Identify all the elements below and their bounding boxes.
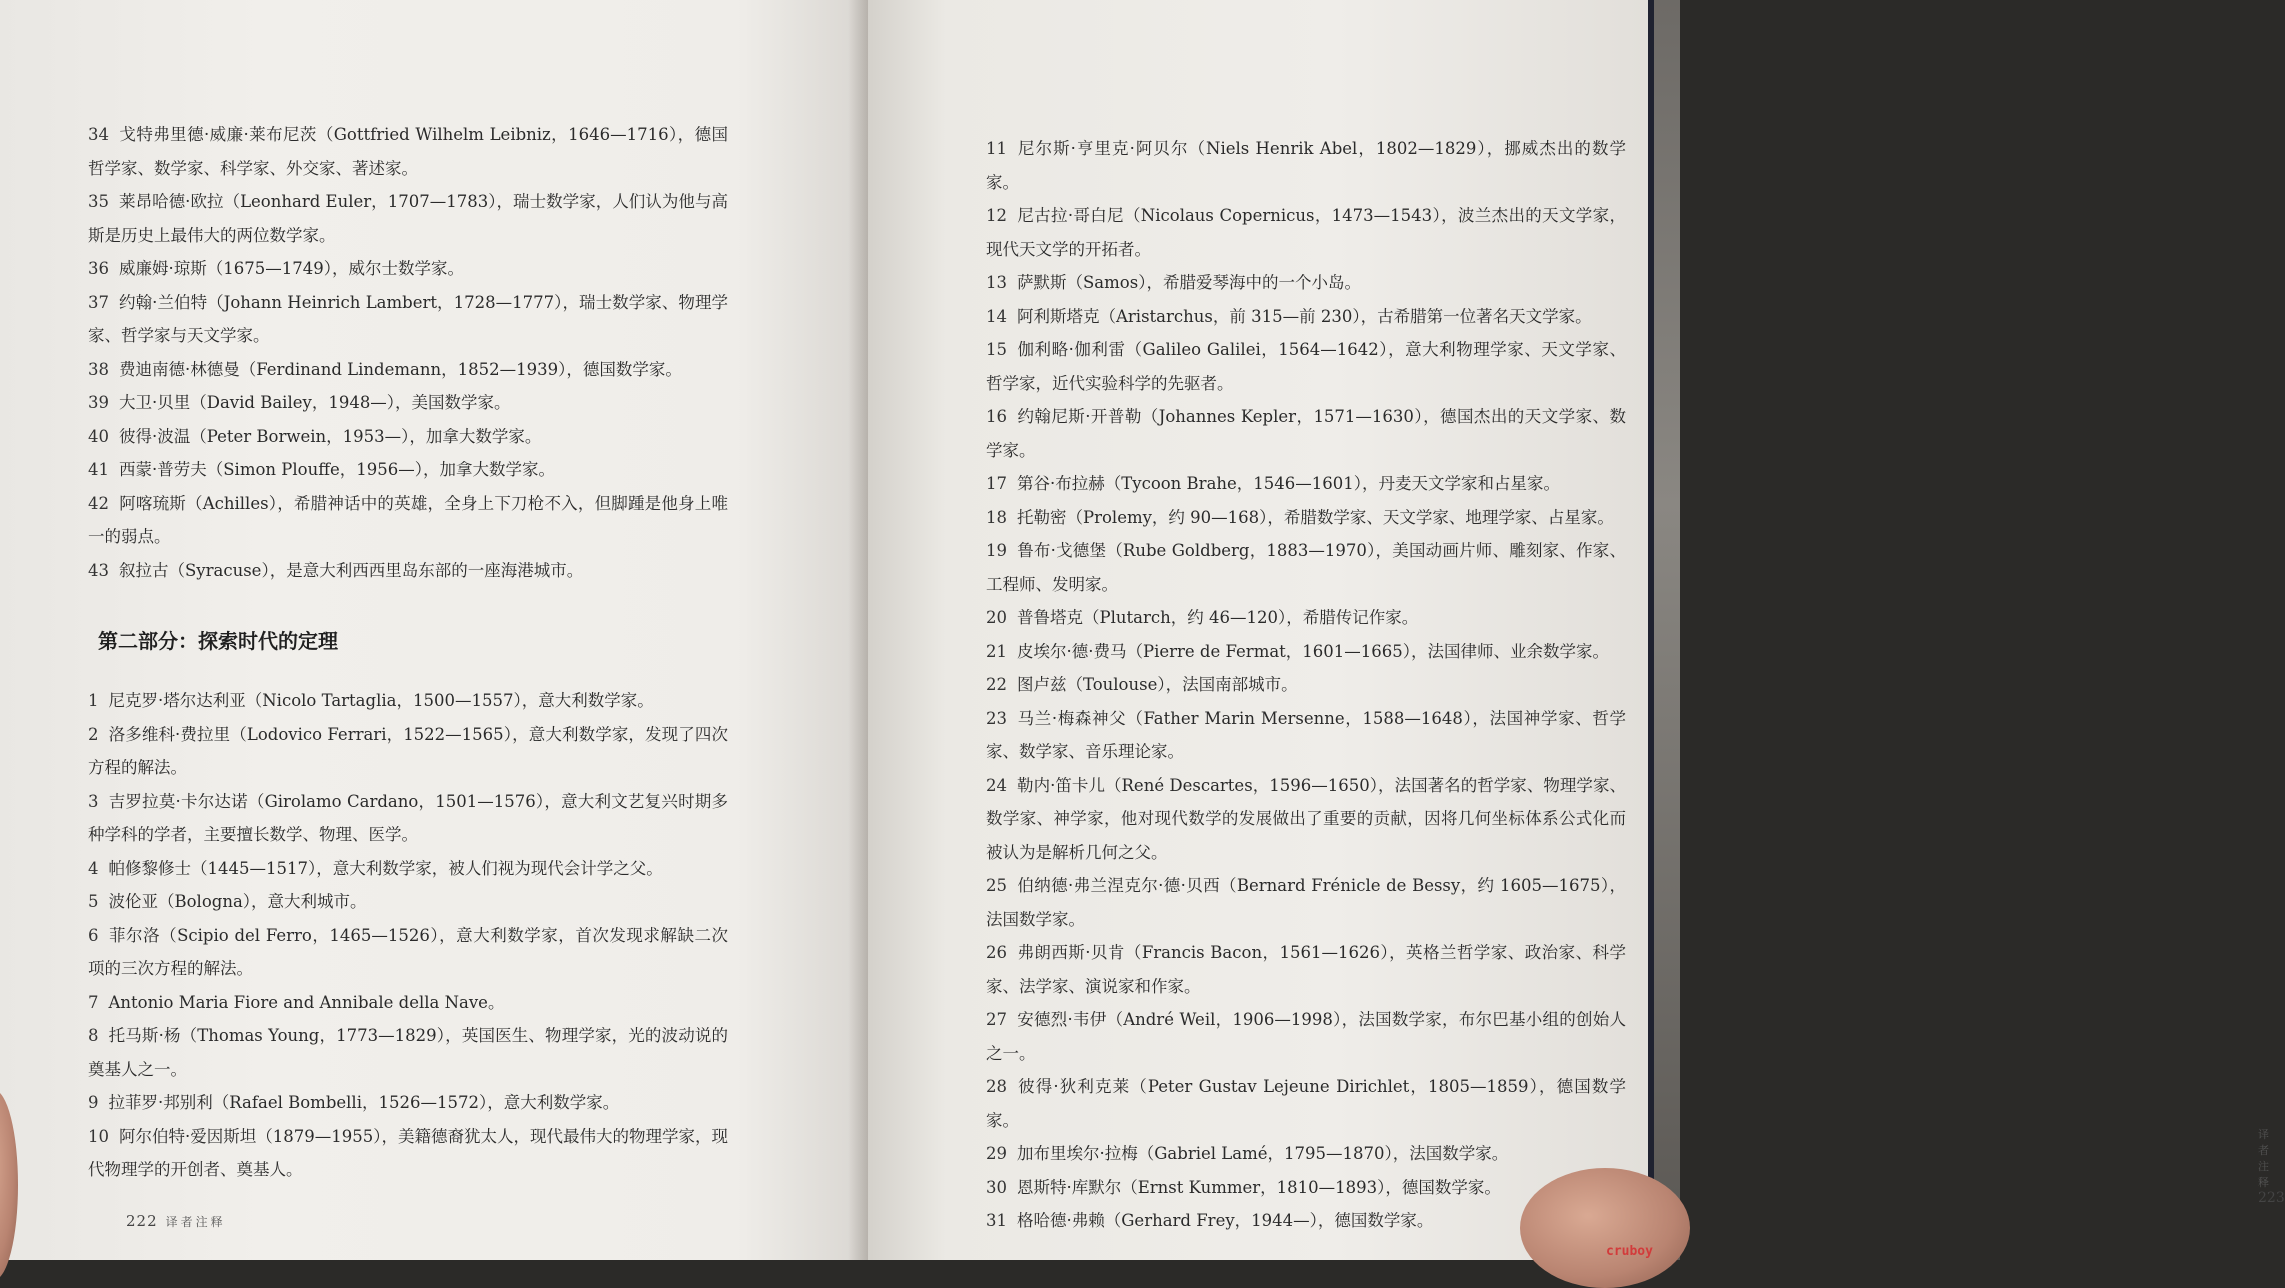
note-entry bbox=[88, 554, 728, 588]
note-entry bbox=[986, 702, 1626, 769]
note-number: 8 bbox=[88, 1026, 99, 1045]
note-entry bbox=[986, 869, 1626, 936]
note-number: 13 bbox=[986, 273, 1007, 292]
note-text: 约翰·兰伯特（Johann Heinrich Lambert，1728—1777），瑞士数学家、物理学家、哲学家与天文学家。 bbox=[88, 292, 728, 345]
note-entry bbox=[88, 420, 728, 454]
section-title: 第二部分：探索时代的定理 bbox=[98, 629, 338, 653]
note-text: 图卢兹（Toulouse），法国南部城市。 bbox=[1017, 675, 1298, 694]
note-text: 加布里埃尔·拉梅（Gabriel Lamé，1795—1870），法国数学家。 bbox=[1017, 1144, 1509, 1163]
note-number: 25 bbox=[986, 876, 1007, 895]
note-number: 28 bbox=[986, 1077, 1007, 1096]
note-number: 39 bbox=[88, 393, 109, 412]
note-text: 帕修黎修士（1445—1517），意大利数学家，被人们视为现代会计学之父。 bbox=[108, 858, 663, 878]
note-number: 23 bbox=[986, 708, 1007, 728]
note-entry bbox=[986, 467, 1626, 501]
right-page-number: 223 bbox=[2258, 1190, 2285, 1206]
note-text: 勒内·笛卡儿（René Descartes，1596—1650），法国著名的哲学家、物理学家、数学家、神学家，他对现代数学的发展做出了重要的贡献，因将几何坐标体系公式化而被认为是解析几何之父。 bbox=[986, 775, 1626, 862]
left-notes bbox=[88, 118, 728, 1187]
note-number: 43 bbox=[88, 560, 109, 580]
note-number: 16 bbox=[986, 407, 1007, 426]
note-text: 尼尔斯·亨里克·阿贝尔（Niels Henrik Abel，1802—1829），挪威杰出的数学家。 bbox=[986, 139, 1626, 192]
note-number: 40 bbox=[88, 426, 109, 446]
note-entry bbox=[88, 785, 728, 852]
note-number: 35 bbox=[88, 192, 109, 211]
note-entry bbox=[986, 132, 1626, 199]
note-entry bbox=[986, 400, 1626, 467]
note-number: 15 bbox=[986, 340, 1007, 359]
notes-list-part-two bbox=[88, 684, 728, 1187]
note-entry bbox=[88, 1086, 728, 1120]
note-entry bbox=[986, 668, 1626, 702]
right-folio bbox=[2258, 1126, 2285, 1206]
note-text: 托马斯·杨（Thomas Young，1773—1829），英国医生、物理学家，光的波动说的奠基人之一。 bbox=[88, 1026, 728, 1079]
note-text: 阿利斯塔克（Aristarchus，前 315—前 230），古希腊第一位著名天文学家。 bbox=[1017, 306, 1592, 326]
note-number: 42 bbox=[88, 493, 109, 513]
note-text: 马兰·梅森神父（Father Marin Mersenne，1588—1648），法国神学家、哲学家、数学家、音乐理论家。 bbox=[986, 708, 1626, 761]
note-entry bbox=[88, 1120, 728, 1187]
note-number: 38 bbox=[88, 359, 109, 379]
note-number: 1 bbox=[88, 691, 99, 710]
note-text: 尼古拉·哥白尼（Nicolaus Copernicus，1473—1543），波兰杰出的天文学家，现代天文学的开拓者。 bbox=[986, 206, 1626, 259]
right-page bbox=[868, 0, 2285, 1260]
note-number: 14 bbox=[986, 306, 1007, 326]
note-entry bbox=[88, 118, 728, 185]
note-text: 大卫·贝里（David Bailey，1948—），美国数学家。 bbox=[119, 393, 511, 412]
note-number: 37 bbox=[88, 292, 109, 312]
note-text: 拉菲罗·邦别利（Rafael Bombelli，1526—1572），意大利数学家。 bbox=[108, 1093, 620, 1112]
note-text: 弗朗西斯·贝肯（Francis Bacon，1561—1626），英格兰哲学家、政治家、科学家、法学家、演说家和作家。 bbox=[986, 943, 1626, 996]
note-number: 27 bbox=[986, 1010, 1007, 1029]
note-text: 菲尔洛（Scipio del Ferro，1465—1526），意大利数学家，首次发现求解缺二次项的三次方程的解法。 bbox=[88, 925, 728, 978]
note-number: 30 bbox=[986, 1177, 1007, 1197]
note-entry bbox=[88, 353, 728, 387]
note-text: 托勒密（Prolemy，约 90—168），希腊数学家、天文学家、地理学家、占星家。 bbox=[1017, 507, 1614, 527]
note-text: 萨默斯（Samos），希腊爱琴海中的一个小岛。 bbox=[1017, 273, 1361, 292]
note-text: 戈特弗里德·威廉·莱布尼茨（Gottfried Wilhelm Leibniz，1646—1716），德国哲学家、数学家、科学家、外交家、著述家。 bbox=[88, 125, 728, 178]
left-folio bbox=[126, 1212, 226, 1230]
note-text: Antonio Maria Fiore and Annibale della Nave。 bbox=[108, 992, 505, 1012]
note-number: 41 bbox=[88, 460, 109, 479]
note-number: 3 bbox=[88, 791, 99, 811]
note-text: 西蒙·普劳夫（Simon Plouffe，1956—），加拿大数学家。 bbox=[119, 460, 555, 479]
note-entry bbox=[986, 199, 1626, 266]
note-text: 普鲁塔克（Plutarch，约 46—120），希腊传记作家。 bbox=[1017, 608, 1419, 627]
note-number: 9 bbox=[88, 1093, 99, 1112]
note-entry bbox=[986, 936, 1626, 1003]
right-notes bbox=[986, 132, 1626, 1238]
note-text: 伯纳德·弗兰涅克尔·德·贝西（Bernard Frénicle de Bessy，约 1605—1675），法国数学家。 bbox=[986, 876, 1626, 929]
note-number: 31 bbox=[986, 1211, 1007, 1230]
note-text: 莱昂哈德·欧拉（Leonhard Euler，1707—1783），瑞士数学家，人们认为他与高斯是历史上最伟大的两位数学家。 bbox=[88, 192, 728, 245]
note-number: 7 bbox=[88, 992, 99, 1012]
note-entry bbox=[986, 1137, 1626, 1171]
note-number: 19 bbox=[986, 541, 1007, 560]
note-number: 11 bbox=[986, 139, 1007, 158]
note-number: 26 bbox=[986, 943, 1007, 962]
note-entry bbox=[88, 684, 728, 718]
note-text: 吉罗拉莫·卡尔达诺（Girolamo Cardano，1501—1576），意大利文艺复兴时期多种学科的学者，主要擅长数学、物理、医学。 bbox=[88, 791, 728, 844]
note-number: 4 bbox=[88, 858, 99, 878]
note-entry bbox=[986, 534, 1626, 601]
note-number: 17 bbox=[986, 474, 1007, 493]
note-text: 尼克罗·塔尔达利亚（Nicolo Tartaglia，1500—1557），意大利数学家。 bbox=[108, 691, 654, 710]
note-entry bbox=[986, 266, 1626, 300]
left-running-footer: 译者注释 bbox=[165, 1215, 226, 1229]
note-text: 恩斯特·库默尔（Ernst Kummer，1810—1893），德国数学家。 bbox=[1017, 1177, 1501, 1197]
note-entry bbox=[88, 1019, 728, 1086]
note-entry bbox=[88, 252, 728, 286]
notes-list-part-one bbox=[88, 118, 728, 587]
note-number: 10 bbox=[88, 1126, 109, 1146]
note-number: 21 bbox=[986, 641, 1007, 661]
left-page-number: 222 bbox=[126, 1212, 158, 1230]
watermark: cruboy bbox=[1606, 1244, 1653, 1259]
note-number: 12 bbox=[986, 206, 1007, 225]
note-entry bbox=[88, 487, 728, 554]
note-entry bbox=[88, 885, 728, 919]
note-number: 24 bbox=[986, 775, 1007, 795]
note-text: 叙拉古（Syracuse），是意大利西西里岛东部的一座海港城市。 bbox=[119, 560, 584, 580]
note-entry bbox=[986, 635, 1626, 669]
note-text: 彼得·狄利克莱（Peter Gustav Lejeune Dirichlet，1805—1859），德国数学家。 bbox=[986, 1077, 1626, 1130]
note-text: 阿尔伯特·爱因斯坦（1879—1955），美籍德裔犹太人，现代最伟大的物理学家，现代物理学的开创者、奠基人。 bbox=[88, 1126, 728, 1179]
note-text: 格哈德·弗赖（Gerhard Frey，1944—），德国数学家。 bbox=[1017, 1211, 1434, 1230]
note-text: 费迪南德·林德曼（Ferdinand Lindemann，1852—1939），德国数学家。 bbox=[119, 359, 682, 379]
note-text: 约翰尼斯·开普勒（Johannes Kepler，1571—1630），德国杰出的天文学家、数学家。 bbox=[986, 407, 1626, 460]
note-entry bbox=[88, 386, 728, 420]
note-number: 18 bbox=[986, 507, 1007, 527]
note-entry bbox=[88, 986, 728, 1020]
note-entry bbox=[88, 852, 728, 886]
note-text: 安德烈·韦伊（André Weil，1906—1998），法国数学家，布尔巴基小组的创始人之一。 bbox=[986, 1010, 1626, 1063]
note-entry bbox=[88, 286, 728, 353]
note-entry bbox=[986, 300, 1626, 334]
note-entry bbox=[88, 718, 728, 785]
right-running-footer: 译者注释 bbox=[2258, 1128, 2272, 1189]
note-text: 阿喀琉斯（Achilles），希腊神话中的英雄，全身上下刀枪不入，但脚踵是他身上唯一的弱点。 bbox=[88, 493, 728, 546]
note-entry bbox=[986, 501, 1626, 535]
note-entry bbox=[88, 453, 728, 487]
note-number: 2 bbox=[88, 724, 99, 744]
note-number: 22 bbox=[986, 675, 1007, 694]
notes-list-right bbox=[986, 132, 1626, 1238]
note-number: 6 bbox=[88, 925, 99, 945]
note-entry bbox=[986, 1070, 1626, 1137]
note-text: 威廉姆·琼斯（1675—1749），威尔士数学家。 bbox=[119, 259, 464, 278]
note-number: 20 bbox=[986, 608, 1007, 627]
note-entry bbox=[88, 919, 728, 986]
note-number: 34 bbox=[88, 125, 109, 144]
right-thumb bbox=[1520, 1168, 1690, 1288]
note-text: 彼得·波温（Peter Borwein，1953—），加拿大数学家。 bbox=[119, 426, 542, 446]
note-text: 皮埃尔·德·费马（Pierre de Fermat，1601—1665），法国律师、业余数学家。 bbox=[1017, 641, 1610, 661]
note-text: 第谷·布拉赫（Tycoon Brahe，1546—1601），丹麦天文学家和占星家。 bbox=[1017, 474, 1561, 493]
note-number: 29 bbox=[986, 1144, 1007, 1163]
note-entry bbox=[986, 601, 1626, 635]
note-number: 5 bbox=[88, 892, 99, 911]
note-entry bbox=[986, 769, 1626, 870]
left-page bbox=[0, 0, 868, 1260]
note-text: 伽利略·伽利雷（Galileo Galilei，1564—1642），意大利物理学家、天文学家、哲学家，近代实验科学的先驱者。 bbox=[986, 340, 1626, 393]
note-entry bbox=[986, 1003, 1626, 1070]
note-entry bbox=[986, 333, 1626, 400]
note-text: 鲁布·戈德堡（Rube Goldberg，1883—1970），美国动画片师、雕刻家、作家、工程师、发明家。 bbox=[986, 541, 1626, 594]
note-number: 36 bbox=[88, 259, 109, 278]
note-text: 波伦亚（Bologna），意大利城市。 bbox=[108, 892, 367, 911]
note-entry bbox=[88, 185, 728, 252]
note-text: 洛多维科·费拉里（Lodovico Ferrari，1522—1565），意大利数学家，发现了四次方程的解法。 bbox=[88, 724, 728, 777]
